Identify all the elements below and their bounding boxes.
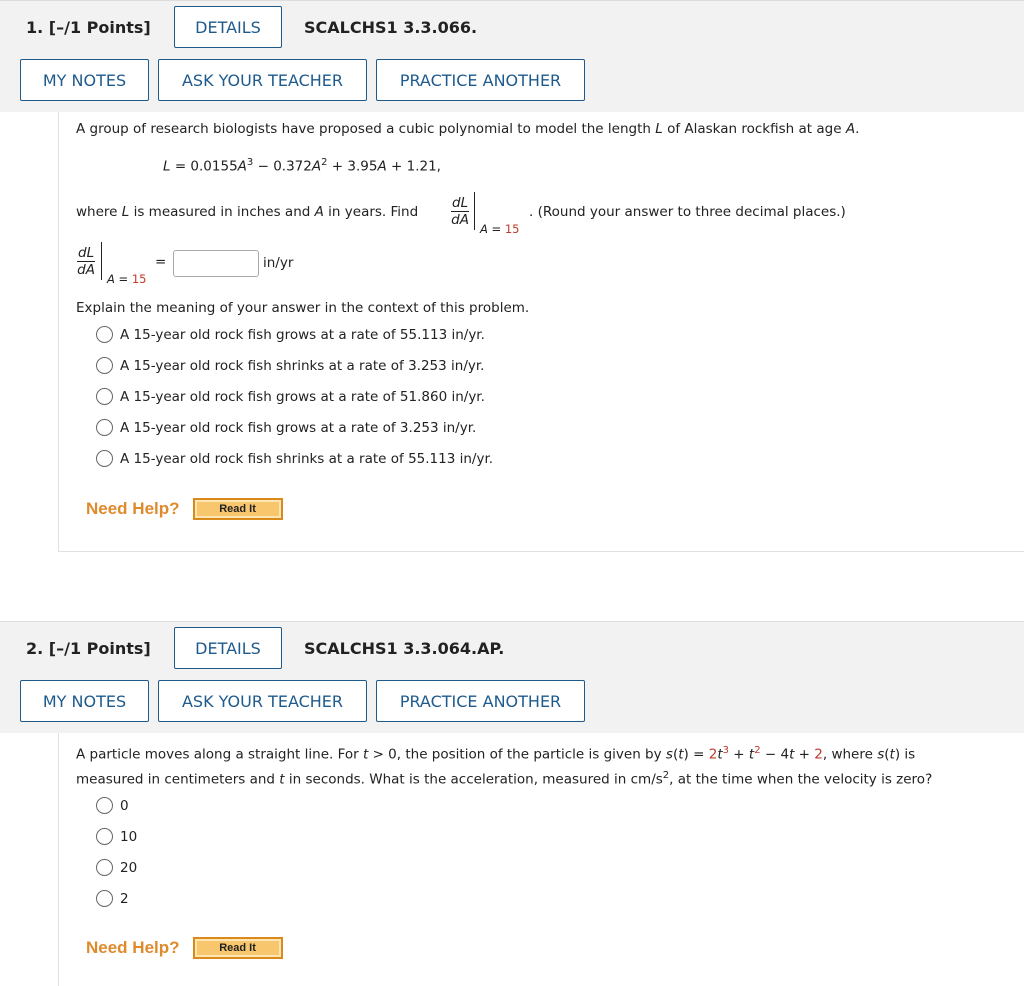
radio-button-icon[interactable] [96,388,113,405]
question-1-answer-subscript: A = 15 [107,272,147,286]
question-2-practice-another-button[interactable]: PRACTICE ANOTHER [376,680,585,722]
question-1-equation: $L = 0.0155A^3 - 0.372A^2 + 3.95A + 1.21$, [163,157,441,175]
question-1-button-row [20,59,585,101]
question-1-answer-fraction: $\frac{dL}{dA}$ [77,245,95,278]
question-2-option-4[interactable]: 2 [96,890,129,907]
question-1-option-1[interactable]: A 15-year old rock fish grows at a rate of 55.113 in/yr. [96,326,485,343]
question-2-ask-teacher-button[interactable]: ASK YOUR TEACHER [158,680,367,722]
question-2-code: SCALCHS1 3.3.064.AP. [304,638,505,658]
radio-button-icon[interactable] [96,797,113,814]
question-1-my-notes-button[interactable]: MY NOTES [20,59,149,101]
question-2-text-line-2: measured in centimeters and t in seconds. What is the acceleration, measured in $cm/s^2$, at the time when the velocity is zero? [76,770,933,788]
question-1-read-it-button[interactable]: Read It [193,498,283,520]
question-2-need-help [86,937,283,959]
question-1-practice-another-button[interactable]: PRACTICE ANOTHER [376,59,585,101]
question-2-option-1[interactable]: 0 [96,797,129,814]
radio-button-icon[interactable] [96,450,113,467]
question-2-body [58,733,1024,986]
radio-button-icon[interactable] [96,828,113,845]
radio-button-icon[interactable] [96,419,113,436]
question-1-header [0,0,1024,112]
question-1-option-4[interactable]: A 15-year old rock fish grows at a rate of 3.253 in/yr. [96,419,476,436]
question-1-ask-teacher-button[interactable]: ASK YOUR TEACHER [158,59,367,101]
radio-button-icon[interactable] [96,326,113,343]
question-2-my-notes-button[interactable]: MY NOTES [20,680,149,722]
question-1-option-5[interactable]: A 15-year old rock fish shrinks at a rate of 55.113 in/yr. [96,450,493,467]
question-2-points: 2. [–/1 Points] [26,638,151,658]
question-2-option-2[interactable]: 10 [96,828,137,845]
question-1-details-button[interactable]: DETAILS [174,6,282,48]
question-1-explain-prompt: Explain the meaning of your answer in the context of this problem. [76,300,530,316]
question-1-answer-evaluation-bar [101,242,102,280]
question-1-answer-unit: in/yr [263,255,294,271]
question-2-option-3[interactable]: 20 [96,859,137,876]
question-1-points: 1. [–/1 Points] [26,17,151,37]
question-2-button-row [20,680,585,722]
question-1-intro: A group of research biologists have proposed a cubic polynomial to model the length L of Alaskan rockfish at age A. [76,121,860,137]
question-1-answer-input[interactable] [173,250,259,277]
radio-button-icon[interactable] [96,859,113,876]
question-2-read-it-button[interactable]: Read It [193,937,283,959]
question-1-where-text: where L is measured in inches and A in years. Find [76,204,419,220]
question-1-body [58,112,1024,552]
question-1-derivative-fraction: $\frac{dL}{dA}$ [451,195,469,228]
question-1-round-note: . (Round your answer to three decimal places.) [529,204,846,220]
need-help-label: Need Help? [86,938,180,957]
question-2-text-line-1: A particle moves along a straight line. For t > 0, the position of the particle is given by $s(t) = 2t^3 + t^2 - 4t + 2$, where s(t) is [76,745,916,763]
question-2-header [0,621,1024,733]
question-1-option-2[interactable]: A 15-year old rock fish shrinks at a rate of 3.253 in/yr. [96,357,484,374]
radio-button-icon[interactable] [96,357,113,374]
question-1-code: SCALCHS1 3.3.066. [304,17,478,37]
need-help-label: Need Help? [86,499,180,518]
question-1-need-help [86,498,283,520]
question-1-title-row [26,5,477,49]
question-1-answer-equals: = [155,254,167,270]
question-1-derivative-subscript: A = 15 [480,222,520,236]
question-1-evaluation-bar [474,192,475,230]
question-1-option-3[interactable]: A 15-year old rock fish grows at a rate of 51.860 in/yr. [96,388,485,405]
radio-button-icon[interactable] [96,890,113,907]
question-2-details-button[interactable]: DETAILS [174,627,282,669]
question-2-title-row [26,626,504,670]
